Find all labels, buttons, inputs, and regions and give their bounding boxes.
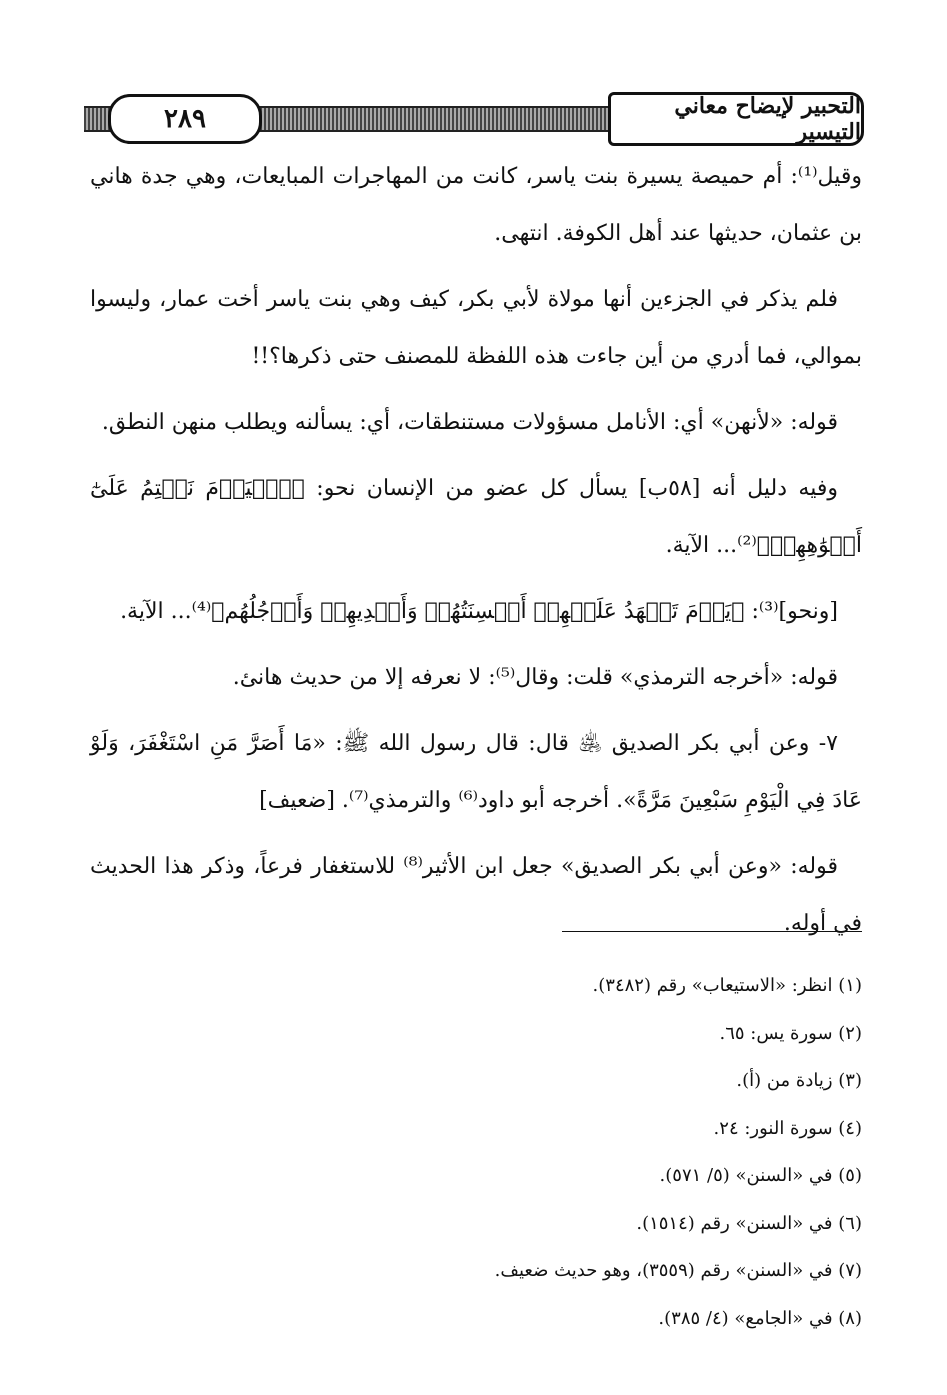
page-header (84, 92, 864, 144)
footnote-7: (٧) في «السنن» رقم (٣٥٥٩)، وهو حديث ضعيف. (494, 1260, 862, 1281)
book-title: التحبير لإيضاح معاني التيسير (608, 92, 864, 146)
footnote-2: (٢) سورة يس: ٦٥. (719, 1022, 862, 1044)
footnote-5: (٥) في «السنن» (٥/ ٥٧١). (659, 1165, 862, 1186)
footnote-separator (562, 931, 862, 932)
footnote-8: (٨) في «الجامع» (٤/ ٣٨٥). (658, 1307, 862, 1329)
footnote-1: (١) انظر: «الاستيعاب» رقم (٣٤٨٢). (592, 975, 862, 996)
paragraph-8: قوله: «وعن أبي بكر الصديق» جعل ابن الأثير⁽⁸⁾ للاستغفار فرعاً، وذكر هذا الحديث في أوله. (90, 854, 862, 936)
page-number: ٢٨٩ (108, 94, 262, 144)
footnote-6: (٦) في «السنن» رقم (١٥١٤). (636, 1212, 862, 1234)
footnotes (90, 962, 862, 1342)
paragraph-4: وفيه دليل أنه [٥٨ب] يسأل كل عضو من الإنسان نحو: ﴿ٱلۡيَوۡمَ نَخۡتِمُ عَلَىٰٓ أَفۡوَٰهِهِمۡ﴾⁽²⁾... الآية. (90, 476, 862, 558)
footnote-4: (٤) سورة النور: ٢٤. (713, 1117, 862, 1139)
paragraph-1: وقيل⁽¹⁾: أم حميصة يسيرة بنت ياسر، كانت من المهاجرات المبايعات، وهي جدة هاني بن عثمان، حديثها عند أهل الكوفة. انتهى. (90, 164, 862, 246)
paragraph-5: [ونحو]⁽³⁾: ﴿يَوۡمَ تَشۡهَدُ عَلَيۡهِمۡ أَلۡسِنَتُهُمۡ وَأَيۡدِيهِمۡ وَأَرۡجُلُهُم﴾⁽⁴⁾... الآية. (120, 599, 838, 624)
paragraph-3: قوله: «لأنهن» أي: الأنامل مسؤولات مستنطقات، أي: يسألنه ويطلب منهن النطق. (101, 410, 838, 435)
paragraph-7-hadith: ٧- وعن أبي بكر الصديق ﵁ قال: قال رسول الله ﷺ: «مَا أَصَرَّ مَنِ اسْتَغْفَرَ، وَلَوْ عَادَ فِي الْيَوْمِ سَبْعِينَ مَرَّةً». أخرجه أبو داود⁽⁶⁾ والترمذي⁽⁷⁾. [ضعيف] (90, 731, 862, 813)
paragraph-2: فلم يذكر في الجزءين أنها مولاة لأبي بكر، كيف وهي بنت ياسر أخت عمار، وليسوا بموالي، فما أدري من أين جاءت هذه اللفظة للمصنف حتى ذكرها؟!! (90, 287, 862, 369)
main-text (90, 148, 862, 961)
footnote-3: (٣) زيادة من (أ). (736, 1070, 862, 1091)
paragraph-6: قوله: «أخرجه الترمذي» قلت: وقال⁽⁵⁾: لا نعرفه إلا من حديث هانئ. (232, 665, 838, 690)
